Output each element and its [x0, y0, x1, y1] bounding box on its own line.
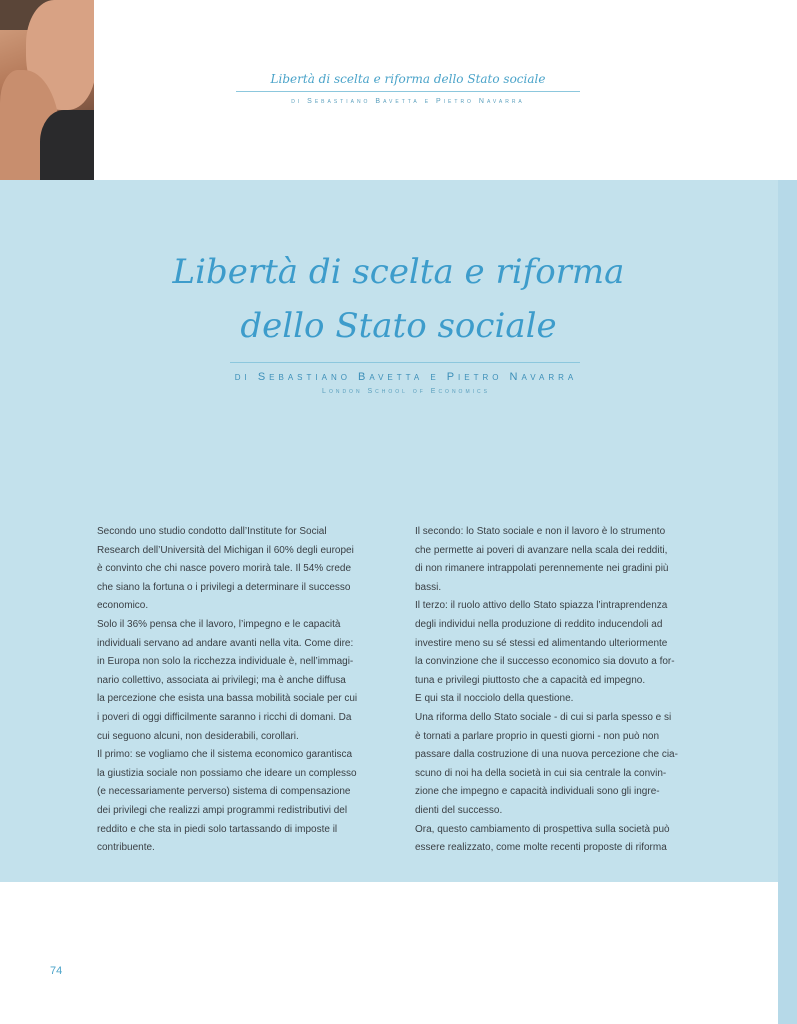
body-text-line: economico.: [97, 600, 149, 612]
body-text-line: (e necessariamente perverso) sistema di compensazione: [97, 786, 351, 798]
portrait-photo: [0, 0, 94, 180]
article-byline: di Sebastiano Bavetta e Pietro Navarra: [234, 371, 578, 383]
running-title: Libertà di scelta e riforma dello Stato sociale: [270, 72, 546, 86]
body-text-line: bassi.: [415, 581, 442, 593]
article-title-line-1: Libertà di scelta e riforma: [172, 252, 625, 292]
title-rule: [230, 362, 580, 363]
body-text-line: passare dalla costruzione di una nuova percezione che cia-: [415, 749, 678, 761]
body-text-line: dei privilegi che realizzi ampi programmi redistributivi del: [97, 804, 348, 816]
body-column-right: [415, 523, 715, 858]
article-title-line-2: dello Stato sociale: [240, 306, 557, 346]
body-text-line: i poveri di oggi difficilmente saranno i ricchi di domani. Da: [97, 711, 352, 723]
body-text-line: Il secondo: lo Stato sociale e non il lavoro è lo strumento: [415, 526, 666, 537]
body-text-line: zione che impegno e capacità individuali sono gli ingre-: [415, 786, 660, 798]
body-column-left: [97, 523, 397, 858]
body-text-line: dienti del successo.: [415, 804, 503, 816]
body-text-line: Research dell’Università del Michigan il 60% degli europei: [97, 544, 354, 556]
body-text-line: tuna e privilegi piuttosto che a capacità ed impegno.: [415, 674, 646, 686]
body-text-line: individuali servano ad andare avanti nella vita. Come dire:: [97, 637, 354, 649]
body-text-line: scuno di noi ha della società in cui sia centrale la convin-: [415, 767, 667, 779]
body-text-line: che permette ai poveri di avanzare nella scala dei redditi,: [415, 544, 668, 556]
body-text-line: degli individui nella produzione di reddito inducendoli ad: [415, 618, 663, 630]
running-title-rule: [236, 91, 580, 92]
body-text-line: la percezione che esista una bassa mobilità sociale per cui: [97, 693, 358, 705]
page-number: 74: [50, 965, 63, 977]
body-text-line: Ora, questo cambiamento di prospettiva sulla società può: [415, 823, 670, 835]
body-text-line: essere realizzato, come molte recenti proposte di riforma: [415, 842, 667, 854]
body-text-line: la giustizia sociale non possiamo che ideare un complesso: [97, 767, 357, 779]
body-text-line: nario collettivo, associata ai privilegi; ma è anche diffusa: [97, 674, 346, 686]
body-text-line: la convinzione che il successo economico sia dovuto a for-: [415, 656, 675, 668]
body-text-line: E qui sta il nocciolo della questione.: [415, 693, 574, 705]
body-text-line: Una riforma dello Stato sociale - di cui si parla spesso e si: [415, 711, 672, 723]
body-text-line: è tornati a parlare proprio in questi giorni - non può non: [415, 730, 660, 742]
body-text-line: Solo il 36% pensa che il lavoro, l’impegno e le capacità: [97, 618, 341, 630]
author-affiliation: London School of Economics: [322, 388, 490, 395]
body-text-line: contribuente.: [97, 842, 155, 854]
body-text-line: è convinto che chi nasce povero morirà tale. Il 54% crede: [97, 563, 352, 575]
body-text-line: Il terzo: il ruolo attivo dello Stato spiazza l’intraprendenza: [415, 600, 668, 612]
body-text-line: cui seguono alcuni, non desiderabili, corollari.: [97, 730, 299, 742]
body-text-line: in Europa non solo la ricchezza individuale è, nell’immagi-: [97, 656, 354, 668]
running-authors: di Sebastiano Bavetta e Pietro Navarra: [291, 98, 525, 105]
article-title: [0, 245, 797, 353]
body-text-line: Il primo: se vogliamo che il sistema economico garantisca: [97, 749, 353, 761]
body-text-line: che siano la fortuna o i privilegi a determinare il successo: [97, 581, 351, 593]
body-text-line: Secondo uno studio condotto dall’Institute for Social: [97, 526, 327, 537]
body-text-line: reddito e che sta in piedi solo tartassando di imposte il: [97, 823, 338, 835]
body-text-line: di non rimanere intrappolati perennemente nei gradini più: [415, 563, 669, 575]
body-text-line: investire meno su sé stessi ed alimentando ulteriormente: [415, 637, 668, 649]
